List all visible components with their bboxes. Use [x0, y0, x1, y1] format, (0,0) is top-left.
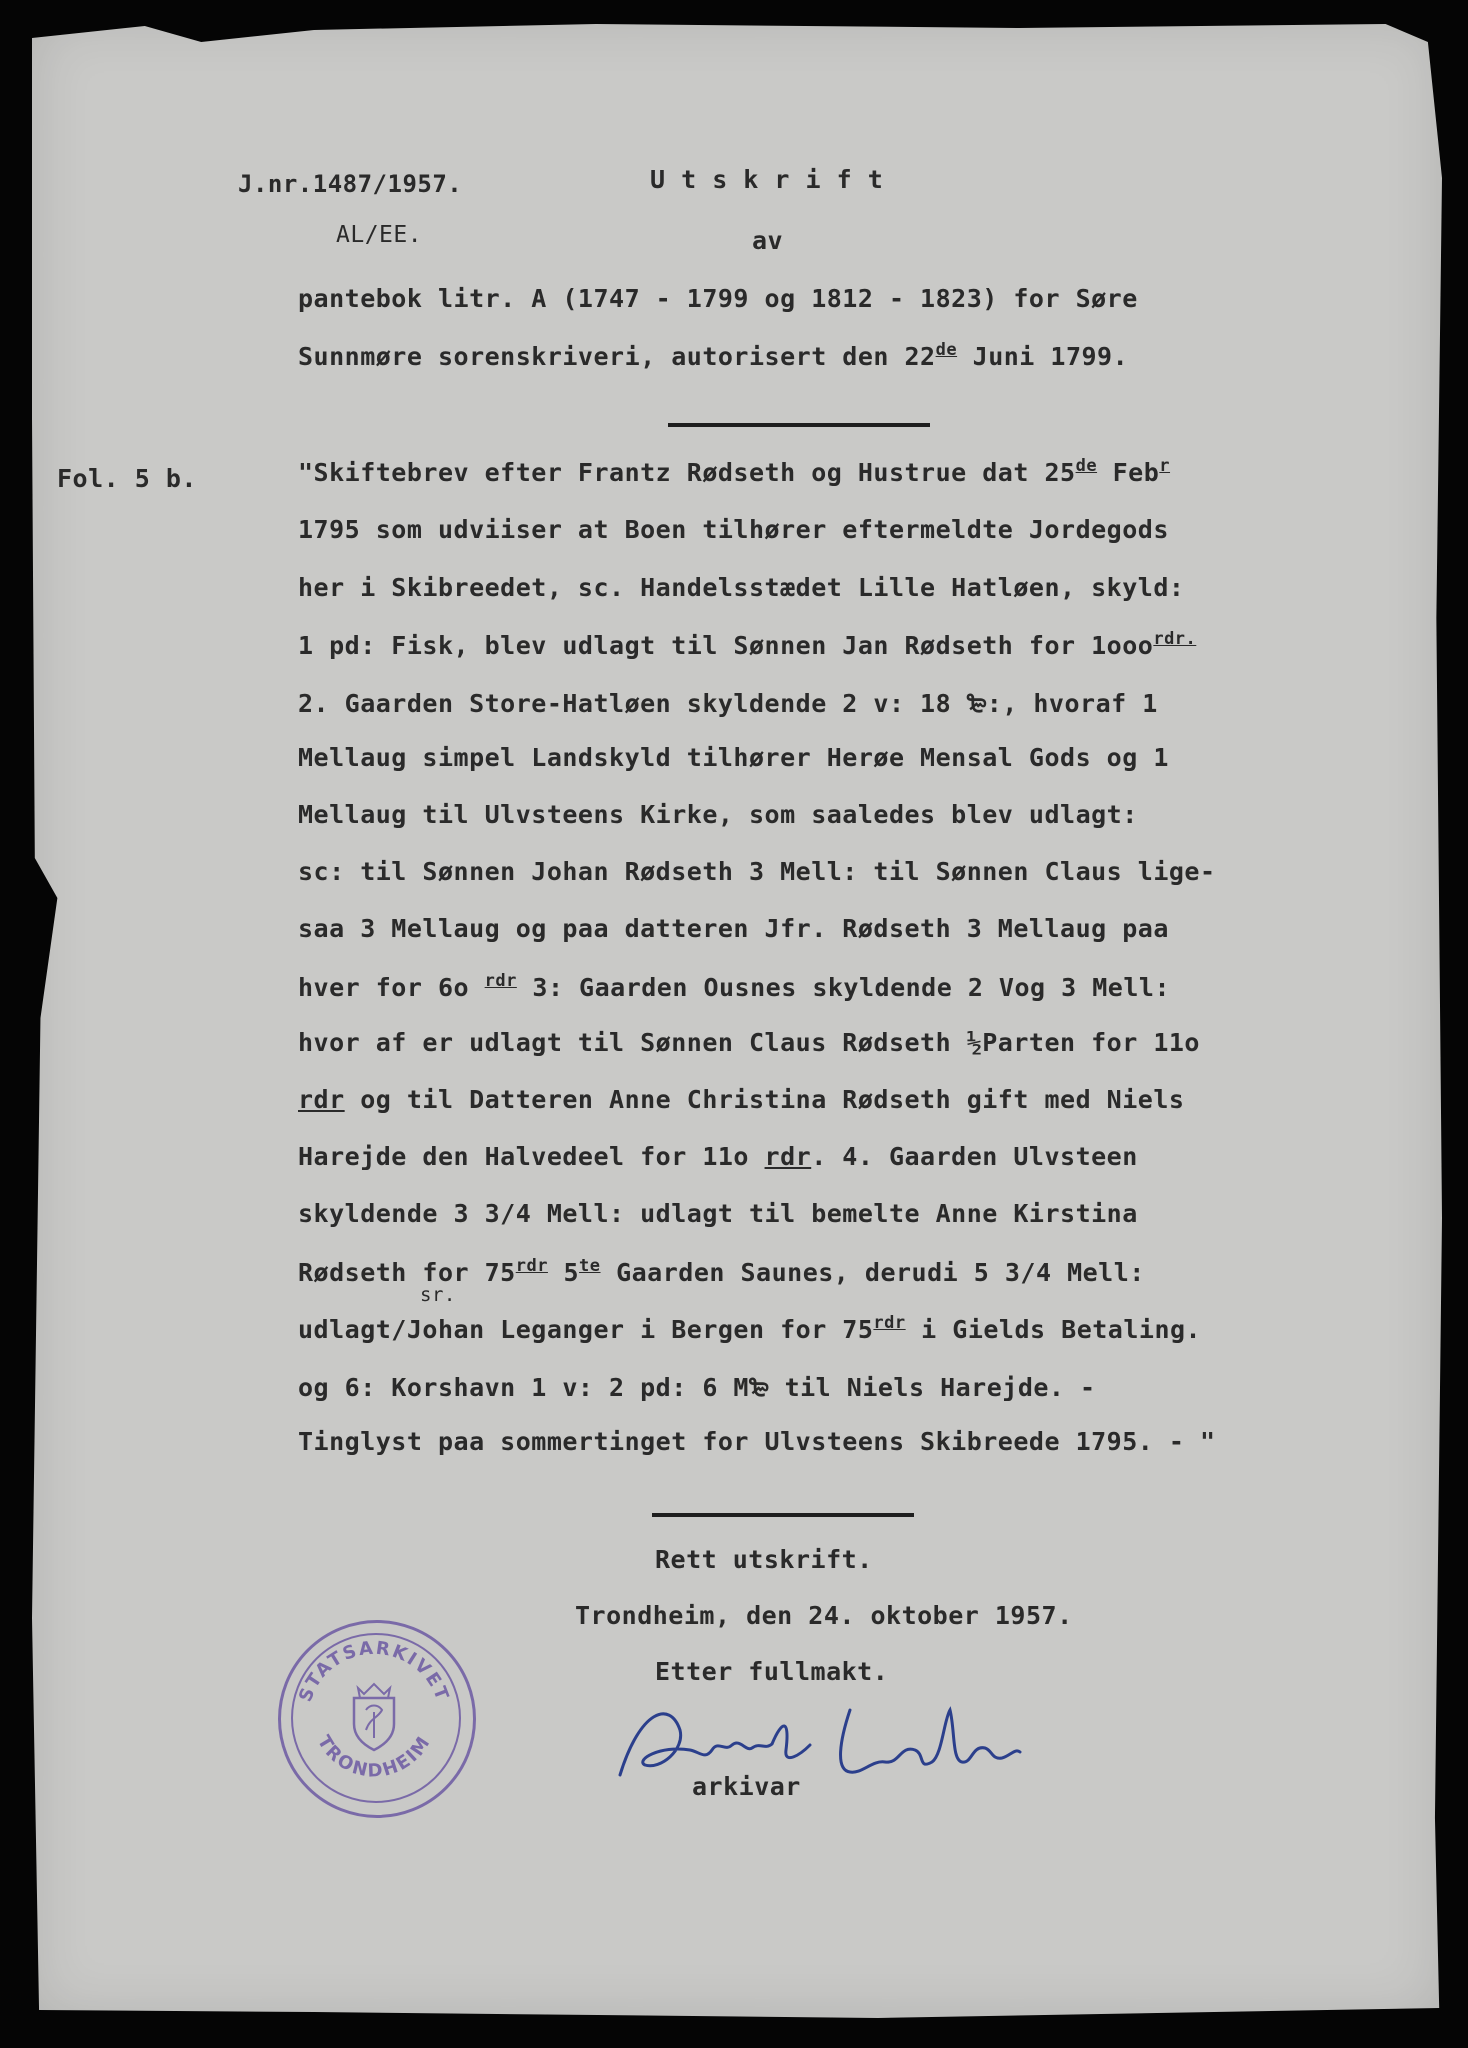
body-line: hver for 6o $^{rdr}$ 3: Gaarden Ousnes skyldende 2 Vog 3 Mell:	[298, 971, 1170, 1002]
body-line: 1 pd: Fisk, blev udlagt til Sønnen Jan Rødseth for 1ooo$^{rdr.}$	[298, 629, 1197, 660]
certification-text: Rett utskrift.	[655, 1545, 873, 1574]
journal-number: J.nr.1487/1957.	[238, 170, 463, 198]
document-title: U t s k r i f t	[650, 165, 884, 194]
body-line: rdr og til Datteren Anne Christina Rødseth gift med Niels	[298, 1085, 1185, 1114]
body-line: Mellaug til Ulvsteens Kirke, som saaledes blev udlagt:	[298, 800, 1138, 829]
body-line: og 6: Korshavn 1 v: 2 pd: 6 M₻ til Niels Harejde. -	[298, 1373, 1096, 1402]
body-line: her i Skibreedet, sc. Handelsstædet Lille Hatløen, skyld:	[298, 573, 1185, 602]
body-line: Rødseth for $75^{rdr}$ $5^{te}$ Gaarden Saunes, derudi 5 3/4 Mell:	[298, 1256, 1145, 1287]
signature-graphic	[600, 1690, 1040, 1800]
body-line: sc: til Sønnen Johan Rødseth 3 Mell: til Sønnen Claus lige-	[298, 857, 1216, 886]
body-line: 2. Gaarden Store-Hatløen skyldende 2 v: 18 ₻:, hvoraf 1	[298, 689, 1158, 718]
header-divider	[668, 423, 930, 427]
interlinear-insertion: sr.	[420, 1284, 456, 1306]
body-line: Harejde den Halvedeel for 11o rdr. 4. Gaarden Ulvsteen	[298, 1142, 1138, 1171]
signer-role: arkivar	[692, 1772, 801, 1801]
svg-text:STATSARKIVET	[295, 1638, 453, 1705]
intro-line-2: Sunnmøre sorenskriveri, autorisert den 22de Juni 1799.	[298, 340, 1129, 371]
body-line: hvor af er udlagt til Sønnen Claus Rødseth ½Parten for 11o	[298, 1028, 1200, 1057]
body-line: Tinglyst paa sommertinget for Ulvsteens Skibreede 1795. - "	[298, 1427, 1216, 1456]
body-line: "Skiftebrev efter Frantz Rødseth og Hustrue dat 25de Feb$^r$	[298, 456, 1171, 487]
svg-text:TRONDHEIM	[313, 1732, 435, 1782]
body-line: Mellaug simpel Landskyld tilhører Herøe Mensal Gods og 1	[298, 743, 1169, 772]
coat-of-arms-icon	[354, 1684, 394, 1750]
document-subtitle: av	[752, 226, 784, 255]
stamp-top-text: STATSARKIVET	[294, 1637, 454, 1705]
place-date: Trondheim, den 24. oktober 1957.	[575, 1601, 1073, 1630]
folio-reference: Fol. 5 b.	[57, 464, 197, 493]
signature	[600, 1690, 1040, 1804]
stamp-bottom-text: TRONDHEIM	[312, 1731, 436, 1782]
body-line: skyldende 3 3/4 Mell: udlagt til bemelte Anne Kirstina	[298, 1199, 1138, 1228]
body-line: udlagt/Johan Leganger i Bergen for $75^{rdr}$ i Gields Betaling.	[298, 1313, 1202, 1344]
authority-text: Etter fullmakt.	[655, 1657, 889, 1686]
intro-line-1: pantebok litr. A (1747 - 1799 og 1812 - 1823) for Søre	[298, 284, 1138, 313]
footer-divider	[652, 1513, 914, 1517]
initials: AL/EE.	[336, 222, 423, 248]
body-line: 1795 som udviiser at Boen tilhører eftermeldte Jordegods	[298, 515, 1169, 544]
archive-stamp	[278, 1620, 476, 1818]
body-line: saa 3 Mellaug og paa datteren Jfr. Rødseth 3 Mellaug paa	[298, 914, 1169, 943]
